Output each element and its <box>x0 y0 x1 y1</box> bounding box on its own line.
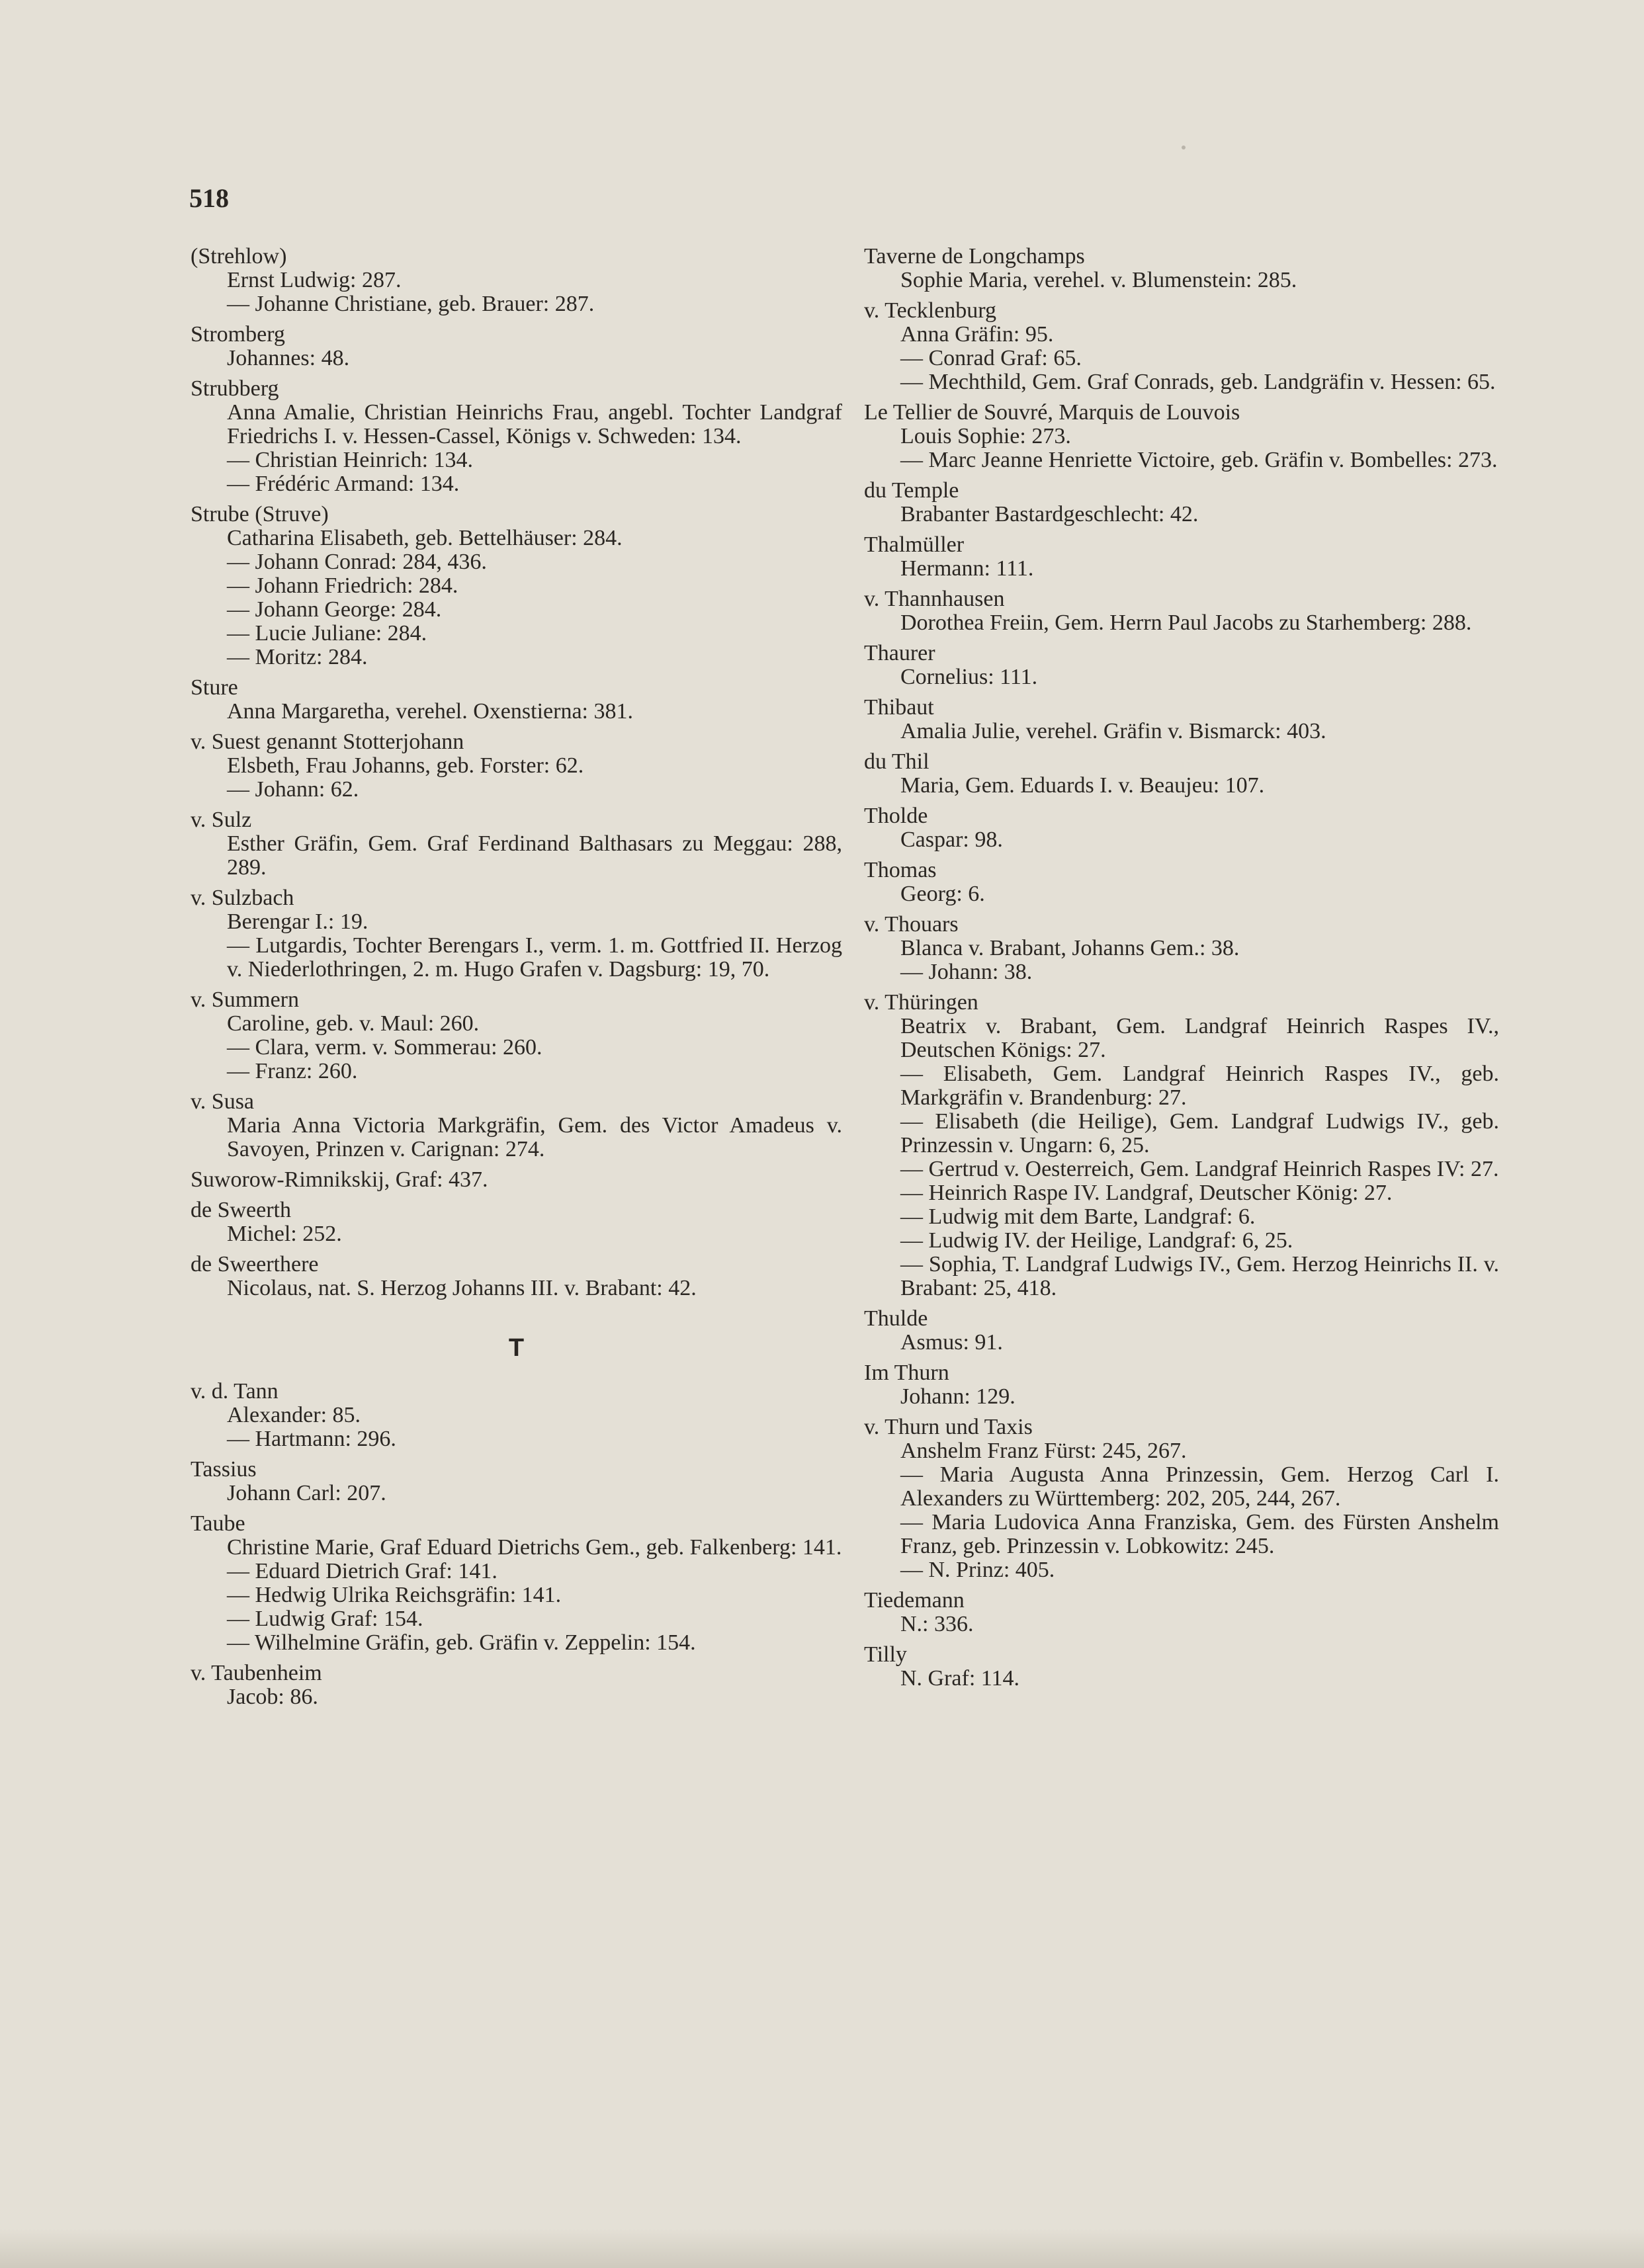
entry-line: Caspar: 98. <box>900 827 1003 852</box>
entry-line: Johann: 129. <box>900 1384 1016 1409</box>
index-entry <box>191 1380 842 1451</box>
entry-surname: (Strehlow) <box>191 244 287 269</box>
index-entry <box>191 1198 842 1246</box>
entry-line: Cornelius: 111. <box>900 665 1038 689</box>
entry-line: — Heinrich Raspe IV. Landgraf, Deutscher König: 27. <box>900 1181 1393 1205</box>
index-entry <box>864 804 1499 852</box>
entry-surname: de Sweerth <box>191 1198 292 1222</box>
entry-line: Christine Marie, Graf Eduard Dietrichs Gem., geb. Falkenberg: 141. <box>227 1535 842 1560</box>
entry-line: — Maria Ludovica Anna Franziska, Gem. des Fürsten Anshelm Franz, geb. Prinzessin v. Lobkowitz: 245. <box>900 1510 1499 1558</box>
entry-line: Esther Gräfin, Gem. Graf Ferdinand Balthasars zu Meggau: 288, 289. <box>227 831 842 880</box>
entry-surname: du Temple <box>864 478 959 503</box>
index-entry <box>864 859 1499 906</box>
entry-line: — Ludwig mit dem Barte, Landgraf: 6. <box>900 1204 1256 1229</box>
entry-line: Alexander: 85. <box>227 1403 361 1427</box>
entry-surname: Sture <box>191 675 238 700</box>
entry-surname: v. Taubenheim <box>191 1661 322 1685</box>
index-entry <box>191 808 842 880</box>
entry-surname: v. Suest genannt Stotterjohann <box>191 730 464 754</box>
entry-surname: Thibaut <box>864 695 934 720</box>
entry-surname: v. Sulzbach <box>191 886 294 910</box>
entry-line: Michel: 252. <box>227 1222 342 1246</box>
entry-line: Caroline, geb. v. Maul: 260. <box>227 1011 480 1036</box>
index-entry <box>864 1643 1499 1691</box>
entry-surname: Thulde <box>864 1306 928 1331</box>
index-entry <box>864 642 1499 689</box>
entry-line: — Franz: 260. <box>227 1059 358 1083</box>
entry-line: — Gertrud v. Oesterreich, Gem. Landgraf Heinrich Raspes IV: 27. <box>900 1157 1499 1181</box>
entry-line: — Sophia, T. Landgraf Ludwigs IV., Gem. Herzog Heinrichs II. v. Brabant: 25, 418. <box>900 1252 1499 1300</box>
entry-line: Catharina Elisabeth, geb. Bettelhäuser: 284. <box>227 526 623 550</box>
page-shadow <box>0 2228 1644 2268</box>
entry-surname: v. Sulz <box>191 808 252 832</box>
entry-line: — Lutgardis, Tochter Berengars I., verm. 1. m. Gottfried II. Herzog v. Niederlothringen, 2. m. Hugo Grafen v. Dagsburg: 19, 70. <box>227 933 842 982</box>
index-entry <box>864 479 1499 526</box>
entry-line: Berengar I.: 19. <box>227 909 368 934</box>
entry-line: Johann Carl: 207. <box>227 1481 386 1505</box>
entry-line: Johannes: 48. <box>227 346 350 370</box>
entry-line: — Mechthild, Gem. Graf Conrads, geb. Landgräfin v. Hessen: 65. <box>900 370 1496 394</box>
entry-line: Beatrix v. Brabant, Gem. Landgraf Heinrich Raspes IV., Deutschen Königs: 27. <box>900 1014 1499 1062</box>
entry-line: — Johann George: 284. <box>227 597 442 622</box>
entry-surname: Thalmüller <box>864 532 965 557</box>
entry-surname: Tilly <box>864 1642 907 1667</box>
entry-line: Maria Anna Victoria Markgräfin, Gem. des Victor Amadeus v. Savoyen, Prinzen v. Carignan: 274. <box>227 1113 842 1161</box>
index-entry <box>191 1512 842 1655</box>
entry-line: — Ludwig IV. der Heilige, Landgraf: 6, 25. <box>900 1228 1293 1253</box>
index-entry <box>191 1090 842 1161</box>
entry-line: Sophie Maria, verehel. v. Blumenstein: 285. <box>900 268 1297 292</box>
index-entry <box>191 1661 842 1709</box>
entry-line: N. Graf: 114. <box>900 1666 1020 1691</box>
entry-surname: Thomas <box>864 858 937 882</box>
index-entry <box>864 245 1499 292</box>
entry-line: Anshelm Franz Fürst: 245, 267. <box>900 1439 1187 1463</box>
entry-line: N.: 336. <box>900 1612 974 1636</box>
entry-surname: du Thil <box>864 749 930 774</box>
entry-line: Blanca v. Brabant, Johanns Gem.: 38. <box>900 936 1240 960</box>
entry-surname: v. Thurn und Taxis <box>864 1415 1033 1439</box>
entry-line: — N. Prinz: 405. <box>900 1558 1055 1582</box>
paper-speck <box>1182 146 1186 149</box>
entry-line: Anna Margaretha, verehel. Oxenstierna: 381. <box>227 699 633 724</box>
index-entry <box>864 299 1499 394</box>
index-entry <box>191 503 842 669</box>
entry-line: — Maria Augusta Anna Prinzessin, Gem. Herzog Carl I. Alexanders zu Württemberg: 202, 205, 244, 267. <box>900 1462 1499 1511</box>
entry-line: — Marc Jeanne Henriette Victoire, geb. Gräfin v. Bombelles: 273. <box>900 448 1498 472</box>
index-entry <box>864 1307 1499 1355</box>
entry-surname: Thaurer <box>864 641 935 665</box>
entry-line: — Johann: 62. <box>227 777 359 802</box>
entry-line: — Johann Conrad: 284, 436. <box>227 550 487 574</box>
entry-line: — Johanne Christiane, geb. Brauer: 287. <box>227 292 595 316</box>
entry-line: — Christian Heinrich: 134. <box>227 448 474 472</box>
index-entry <box>191 377 842 496</box>
entry-surname: v. Susa <box>191 1089 255 1114</box>
entry-surname: Taube <box>191 1511 245 1536</box>
right-column <box>864 245 1499 1697</box>
entry-line: Louis Sophie: 273. <box>900 424 1071 448</box>
entry-line: Anna Amalie, Christian Heinrichs Frau, angebl. Tochter Landgraf Friedrichs I. v. Hessen-Cassel, Königs v. Schweden: 134. <box>227 400 842 448</box>
index-entry <box>191 988 842 1083</box>
entry-surname: Strubberg <box>191 376 279 401</box>
entry-line: — Elisabeth (die Heilige), Gem. Landgraf Ludwigs IV., geb. Prinzessin v. Ungarn: 6, 25. <box>900 1109 1499 1157</box>
entry-line: Dorothea Freiin, Gem. Herrn Paul Jacobs zu Starhemberg: 288. <box>900 610 1472 635</box>
entry-surname: Stromberg <box>191 322 285 347</box>
entry-line: — Elisabeth, Gem. Landgraf Heinrich Raspes IV., geb. Markgräfin v. Brandenburg: 27. <box>900 1062 1499 1110</box>
index-entry <box>864 1361 1499 1409</box>
index-entry <box>191 1253 842 1300</box>
index-entry <box>191 245 842 316</box>
entry-line: — Frédéric Armand: 134. <box>227 472 460 496</box>
entry-line: — Clara, verm. v. Sommerau: 260. <box>227 1035 542 1060</box>
page-number: 518 <box>189 183 229 213</box>
entry-line: Jacob: 86. <box>227 1685 318 1709</box>
index-entry <box>191 886 842 982</box>
entry-line: Maria, Gem. Eduards I. v. Beaujeu: 107. <box>900 773 1265 798</box>
entry-surname: v. Summern <box>191 987 300 1012</box>
entry-line: — Eduard Dietrich Graf: 141. <box>227 1559 498 1583</box>
entry-line: Anna Gräfin: 95. <box>900 322 1054 347</box>
index-entry <box>864 533 1499 581</box>
entry-surname: v. d. Tann <box>191 1379 279 1404</box>
entry-line: — Lucie Juliane: 284. <box>227 621 427 646</box>
index-entry <box>864 913 1499 984</box>
entry-line: Ernst Ludwig: 287. <box>227 268 402 292</box>
entry-line: — Hartmann: 296. <box>227 1427 396 1451</box>
entry-line: Brabanter Bastardgeschlecht: 42. <box>900 502 1199 526</box>
entry-surname: Suworow-Rimnikskij, Graf: 437. <box>191 1167 488 1192</box>
entry-line: — Hedwig Ulrika Reichsgräfin: 141. <box>227 1583 562 1607</box>
index-entry <box>864 1415 1499 1582</box>
entry-surname: Im Thurn <box>864 1361 949 1385</box>
index-entry <box>191 1168 842 1192</box>
entry-surname: v. Thüringen <box>864 990 978 1015</box>
entry-line: — Moritz: 284. <box>227 645 368 669</box>
index-entry <box>864 750 1499 798</box>
entry-surname: v. Thannhausen <box>864 587 1005 611</box>
index-entry <box>864 1589 1499 1636</box>
entry-line: — Conrad Graf: 65. <box>900 346 1082 370</box>
index-entry <box>864 696 1499 743</box>
entry-line: Elsbeth, Frau Johanns, geb. Forster: 62. <box>227 753 584 778</box>
entry-line: Georg: 6. <box>900 882 985 906</box>
section-letter: T <box>508 1334 525 1362</box>
entry-line: Nicolaus, nat. S. Herzog Johanns III. v. Brabant: 42. <box>227 1276 697 1300</box>
index-entry <box>191 676 842 724</box>
index-entry <box>191 730 842 802</box>
entry-line: Asmus: 91. <box>900 1330 1003 1355</box>
entry-line: Amalia Julie, verehel. Gräfin v. Bismarck: 403. <box>900 719 1326 743</box>
index-entry <box>864 991 1499 1300</box>
index-entry <box>191 1458 842 1505</box>
entry-line: Hermann: 111. <box>900 556 1034 581</box>
entry-line: — Ludwig Graf: 154. <box>227 1607 423 1631</box>
entry-surname: Tiedemann <box>864 1588 965 1613</box>
entry-surname: Le Tellier de Souvré, Marquis de Louvois <box>864 400 1240 425</box>
entry-surname: de Sweerthere <box>191 1252 319 1277</box>
entry-line: — Johann Friedrich: 284. <box>227 573 458 598</box>
entry-surname: Taverne de Longchamps <box>864 244 1085 269</box>
entry-surname: Tholde <box>864 804 928 828</box>
entry-surname: v. Tecklenburg <box>864 298 996 323</box>
left-column <box>191 245 842 1716</box>
index-entry <box>864 587 1499 635</box>
entry-surname: Tassius <box>191 1457 257 1482</box>
entry-line: — Johann: 38. <box>900 960 1033 984</box>
entry-surname: v. Thouars <box>864 912 959 937</box>
entry-line: — Wilhelmine Gräfin, geb. Gräfin v. Zeppelin: 154. <box>227 1630 696 1655</box>
index-entry <box>191 323 842 370</box>
index-entry <box>864 401 1499 472</box>
entry-surname: Strube (Struve) <box>191 502 329 526</box>
